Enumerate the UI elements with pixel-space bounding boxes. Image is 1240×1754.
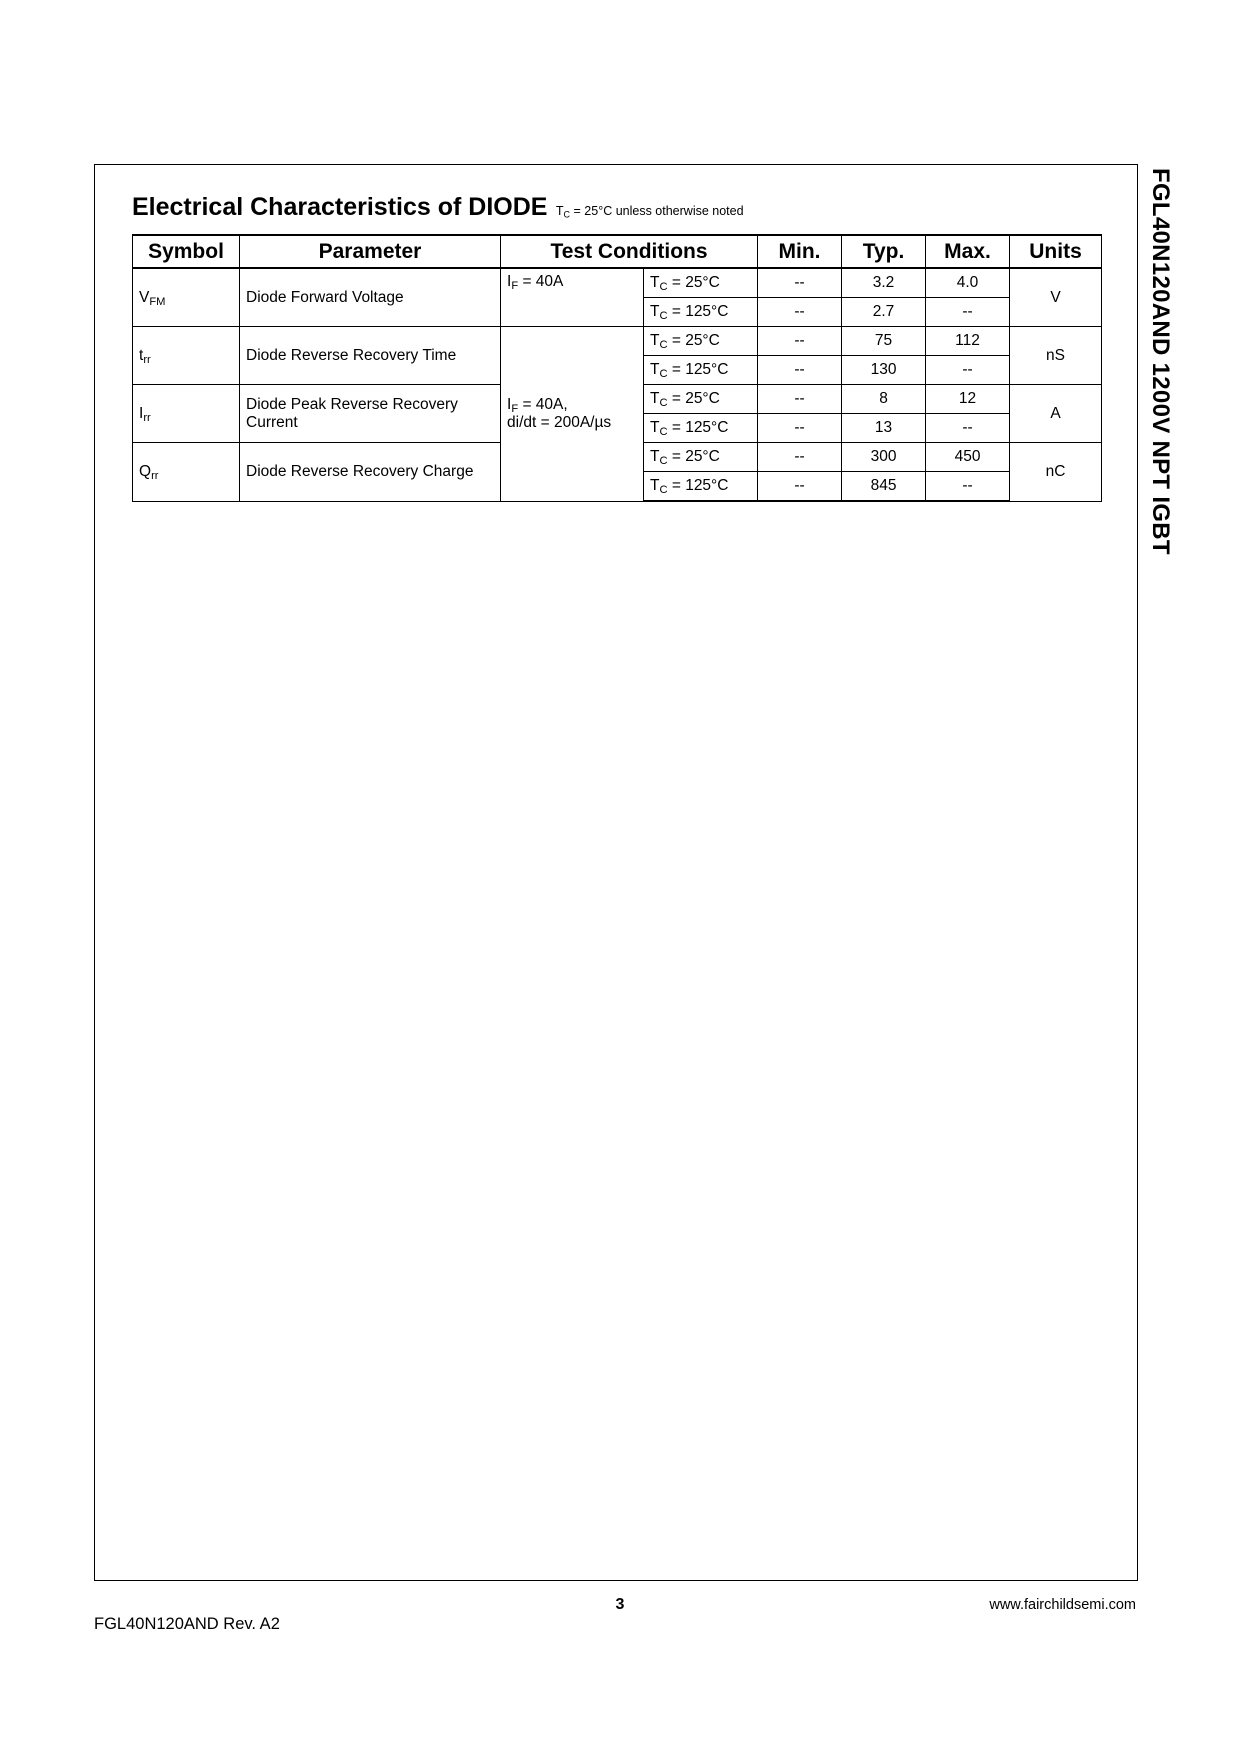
cell-units: nS xyxy=(1010,327,1102,385)
cell-max: -- xyxy=(926,298,1010,327)
cell-max: 12 xyxy=(926,385,1010,414)
cell-max: 450 xyxy=(926,443,1010,472)
cell-max: -- xyxy=(926,472,1010,502)
section-heading xyxy=(132,193,744,222)
table-header-row xyxy=(133,235,1102,268)
header-min: Min. xyxy=(758,235,842,268)
cell-typ: 13 xyxy=(842,414,926,443)
cell-min: -- xyxy=(758,472,842,502)
cell-min: -- xyxy=(758,414,842,443)
cell-typ: 300 xyxy=(842,443,926,472)
cell-temperature: $T_C = 125^\circ C$ xyxy=(644,472,758,502)
cell-typ: 130 xyxy=(842,356,926,385)
cell-min: -- xyxy=(758,268,842,298)
cell-symbol: $V_{FM}$ xyxy=(133,268,240,327)
cell-typ: 8 xyxy=(842,385,926,414)
header-max: Max. xyxy=(926,235,1010,268)
header-parameter: Parameter xyxy=(240,235,501,268)
cell-min: -- xyxy=(758,385,842,414)
header-units: Units xyxy=(1010,235,1102,268)
cell-max: 112 xyxy=(926,327,1010,356)
page-number: 3 xyxy=(615,1596,625,1613)
cell-temperature: $T_C = 25^\circ C$ xyxy=(644,327,758,356)
diode-characteristics-table xyxy=(132,234,1102,502)
cell-temperature: $T_C = 25^\circ C$ xyxy=(644,268,758,298)
cell-max: -- xyxy=(926,414,1010,443)
table-row xyxy=(133,268,1102,298)
cell-min: -- xyxy=(758,298,842,327)
section-note: $T_C = 25^\circ C$ unless otherwise noted xyxy=(555,204,744,220)
cell-max: -- xyxy=(926,356,1010,385)
section-title: Electrical Characteristics of DIODE xyxy=(132,193,548,221)
cell-units: nC xyxy=(1010,443,1102,502)
header-symbol: Symbol xyxy=(133,235,240,268)
header-typ: Typ. xyxy=(842,235,926,268)
cell-condition-shared: $I_F = 40A$, di/dt = 200A/µs xyxy=(501,327,644,502)
cell-typ: 845 xyxy=(842,472,926,502)
cell-parameter: Diode Reverse Recovery Charge xyxy=(240,443,501,502)
cell-symbol: $I_{rr}$ xyxy=(133,385,240,443)
cell-temperature: $T_C = 125^\circ C$ xyxy=(644,414,758,443)
revision-label: FGL40N120AND Rev. A2 xyxy=(94,1615,280,1633)
table-row xyxy=(133,327,1102,356)
cell-units: A xyxy=(1010,385,1102,443)
cell-parameter: Diode Reverse Recovery Time xyxy=(240,327,501,385)
cell-temperature: $T_C = 25^\circ C$ xyxy=(644,443,758,472)
cell-symbol: $t_{rr}$ xyxy=(133,327,240,385)
cell-temperature: $T_C = 125^\circ C$ xyxy=(644,356,758,385)
cell-condition: $I_F = 40A$ xyxy=(501,268,644,327)
header-test-conditions: Test Conditions xyxy=(501,235,758,268)
cell-units: V xyxy=(1010,268,1102,327)
cell-symbol: $Q_{rr}$ xyxy=(133,443,240,502)
cell-typ: 2.7 xyxy=(842,298,926,327)
cell-temperature: $T_C = 125^\circ C$ xyxy=(644,298,758,327)
cell-min: -- xyxy=(758,327,842,356)
cell-temperature: $T_C = 25^\circ C$ xyxy=(644,385,758,414)
website-link[interactable]: www.fairchildsemi.com xyxy=(989,1597,1136,1613)
cell-typ: 75 xyxy=(842,327,926,356)
cell-min: -- xyxy=(758,443,842,472)
cell-parameter: Diode Forward Voltage xyxy=(240,268,501,327)
cell-max: 4.0 xyxy=(926,268,1010,298)
cell-parameter: Diode Peak Reverse Recovery Current xyxy=(240,385,501,443)
side-title: FGL40N120AND 1200V NPT IGBT xyxy=(1147,168,1174,555)
cell-min: -- xyxy=(758,356,842,385)
cell-typ: 3.2 xyxy=(842,268,926,298)
